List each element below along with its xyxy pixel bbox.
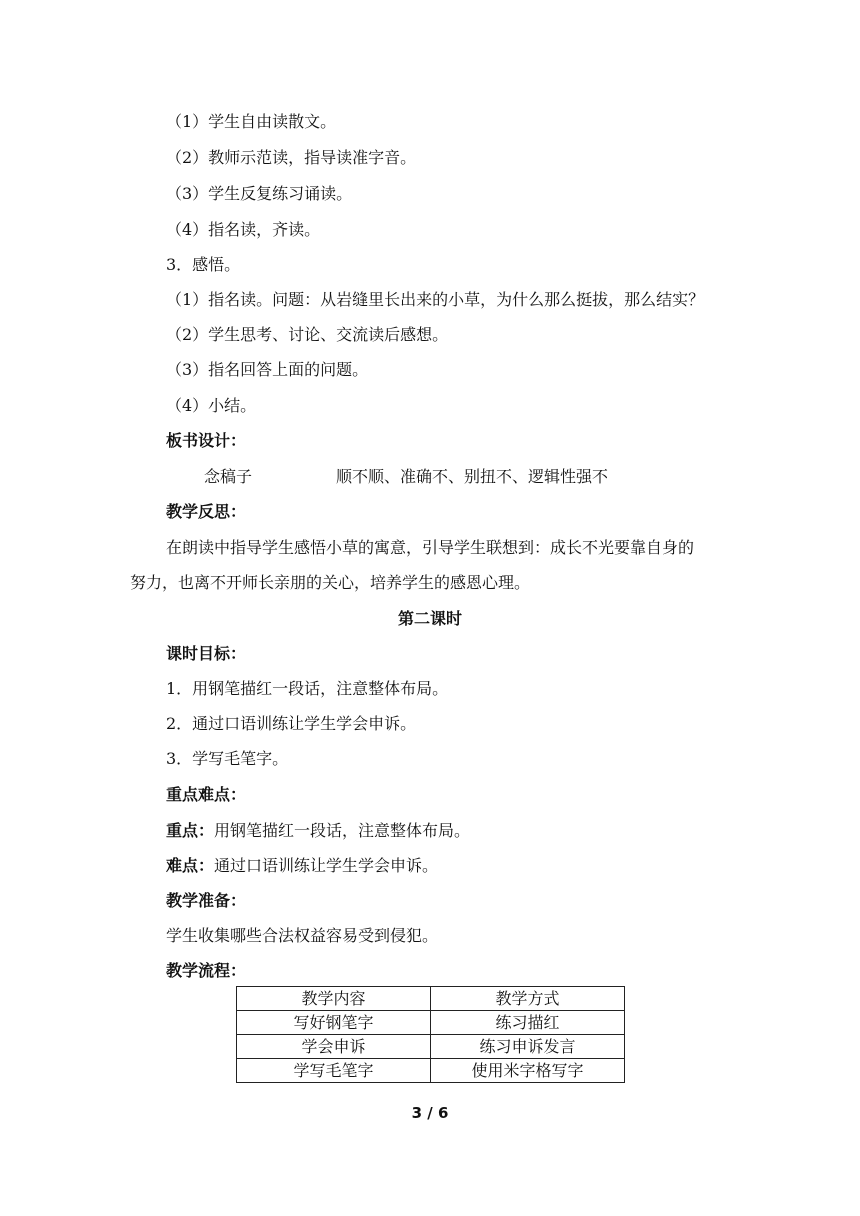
preparation-text: 学生收集哪些合法权益容易受到侵犯。 xyxy=(166,926,439,945)
step-line-5: 3．感悟。 xyxy=(166,255,241,274)
step-line-1: （1）学生自由读散文。 xyxy=(166,112,337,131)
table-cell: 练习描红 xyxy=(431,1011,625,1035)
board-right-text: 顺不顺、准确不、别扭不、逻辑性强不 xyxy=(336,467,609,486)
goal-item-3: 3．学写毛笔字。 xyxy=(166,749,289,768)
step-line-6: （1）指名读。问题：从岩缝里长出来的小草，为什么那么挺拔，那么结实？ xyxy=(166,290,705,309)
key-points-heading: 重点难点： xyxy=(166,785,247,804)
page-number: 3 / 6 xyxy=(411,1104,449,1122)
table-cell: 使用米字格写字 xyxy=(431,1059,625,1083)
goal-item-1: 1．用钢笔描红一段话，注意整体布局。 xyxy=(166,679,449,698)
table-cell: 写好钢笔字 xyxy=(237,1011,431,1035)
reflection-line-1: 在朗读中指导学生感悟小草的寓意，引导学生联想到：成长不光要靠自身的 xyxy=(166,538,695,557)
key-point-label: 重点： xyxy=(166,821,215,840)
table-header-row xyxy=(237,987,625,1011)
board-heading: 板书设计： xyxy=(166,431,247,450)
step-line-3: （3）学生反复练习诵读。 xyxy=(166,184,353,203)
step-line-9: （4）小结。 xyxy=(166,396,257,415)
teaching-flow-table xyxy=(236,986,625,1083)
step-line-2: （2）教师示范读，指导读准字音。 xyxy=(166,148,417,167)
reflection-line-2: 努力，也离不开师长亲朋的关心，培养学生的感恩心理。 xyxy=(130,573,531,592)
table-row xyxy=(237,1035,625,1059)
step-line-8: （3）指名回答上面的问题。 xyxy=(166,360,369,379)
preparation-heading: 教学准备： xyxy=(166,891,247,910)
table-header-cell: 教学方式 xyxy=(431,987,625,1011)
difficult-point-label: 难点： xyxy=(166,856,215,875)
key-point-line xyxy=(166,820,470,842)
difficult-point-line xyxy=(166,855,438,877)
key-point-text: 用钢笔描红一段话，注意整体布局。 xyxy=(214,821,471,840)
table-cell: 练习申诉发言 xyxy=(431,1035,625,1059)
difficult-point-text: 通过口语训练让学生学会申诉。 xyxy=(214,856,439,875)
goals-heading: 课时目标： xyxy=(166,644,247,663)
step-line-4: （4）指名读，齐读。 xyxy=(166,220,321,239)
table-header-cell: 教学内容 xyxy=(237,987,431,1011)
table-cell: 学会申诉 xyxy=(237,1035,431,1059)
reflection-heading: 教学反思： xyxy=(166,502,247,521)
lesson-title: 第二课时 xyxy=(397,609,462,628)
table-row xyxy=(237,1059,625,1083)
flow-heading: 教学流程： xyxy=(166,961,247,980)
table-row xyxy=(237,1011,625,1035)
goal-item-2: 2．通过口语训练让学生学会申诉。 xyxy=(166,714,417,733)
board-left-text: 念稿子 xyxy=(204,467,253,486)
step-line-7: （2）学生思考、讨论、交流读后感想。 xyxy=(166,325,449,344)
table-cell: 学写毛笔字 xyxy=(237,1059,431,1083)
